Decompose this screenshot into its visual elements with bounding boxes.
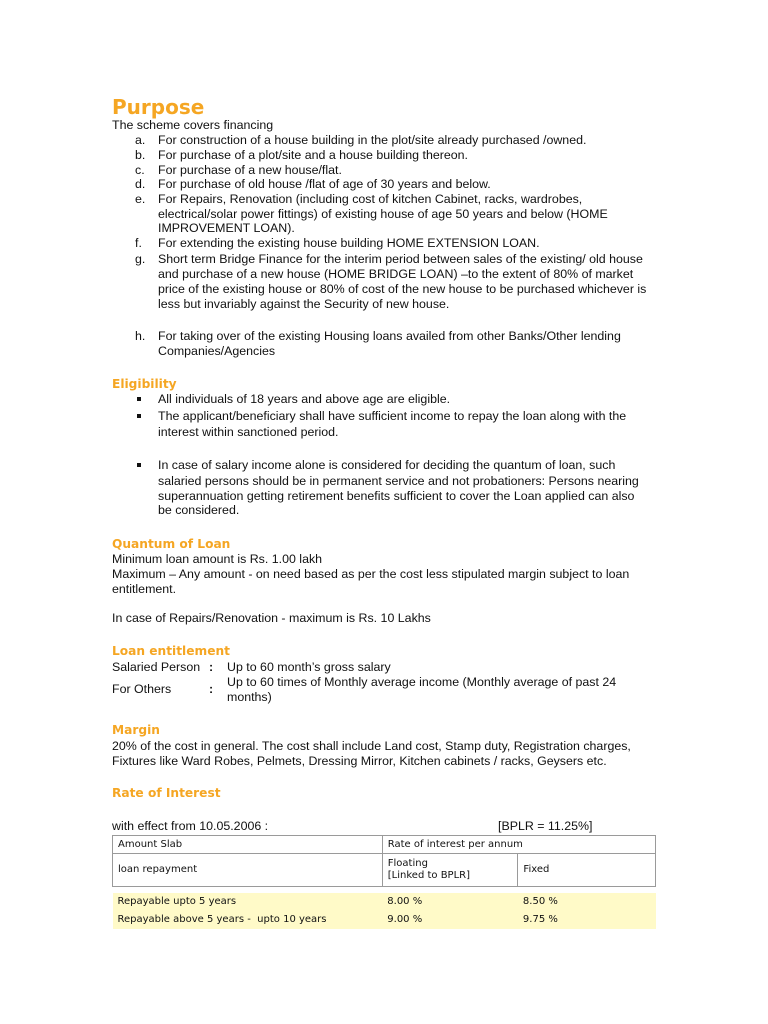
floating-label: Floating: [387, 858, 428, 869]
table-header-cell: Fixed: [518, 854, 656, 887]
list-item-text: superannuation getting retirement benefits sufficient to cover the Loan applied can also: [158, 489, 635, 503]
list-item-text: For Repairs, Renovation (including cost of kitchen Cabinet, racks, wardrobes,: [158, 192, 583, 206]
table-row: [113, 911, 656, 929]
list-item-text: and purchase of a new house (HOME BRIDGE LOAN) –to the extent of 80% of market: [158, 267, 634, 281]
list-item-text: Companies/Agencies: [158, 344, 276, 358]
entitlement-value: Up to 60 times of Monthly average income (Monthly average of past 24: [227, 675, 617, 689]
purpose-heading: Purpose: [112, 95, 205, 119]
list-item-text: be considered.: [158, 503, 240, 517]
list-marker: a.: [135, 133, 146, 147]
bullet-icon: [137, 414, 141, 418]
table-cell: 9.75 %: [518, 911, 656, 929]
list-marker: c.: [135, 163, 145, 177]
list-item-text: less but invariably against the Security of new house.: [158, 297, 450, 311]
list-marker: d.: [135, 177, 146, 191]
list-item-text: electrical/solar power fittings) of existing house of age 50 years and below (HOME: [158, 207, 608, 221]
entitlement-label: For Others: [112, 682, 172, 696]
purpose-intro: The scheme covers financing: [112, 118, 274, 132]
eligibility-heading: Eligibility: [112, 377, 177, 391]
bullet-icon: [137, 397, 141, 401]
list-item-text: interest within sanctioned period.: [158, 425, 339, 439]
list-item-text: For taking over of the existing Housing loans availed from other Banks/Other lending: [158, 329, 621, 343]
list-marker: h.: [135, 329, 146, 343]
quantum-repairs: In case of Repairs/Renovation - maximum is Rs. 10 Lakhs: [112, 611, 431, 625]
entitlement-label: Salaried Person: [112, 660, 201, 674]
table-cell: Repayable above 5 years - upto 10 years: [113, 911, 383, 929]
table-header-row: [113, 836, 656, 854]
table-header-cell: Amount Slab: [113, 836, 383, 854]
quantum-heading: Quantum of Loan: [112, 537, 231, 551]
margin-text: Fixtures like Ward Robes, Pelmets, Dressing Mirror, Kitchen cabinets / racks, Geysers etc.: [112, 754, 607, 768]
list-item-text: salaried persons should be in permanent service and not probationers: Persons nearing: [158, 474, 639, 488]
interest-rate-table: [112, 835, 656, 929]
table-cell: Repayable upto 5 years: [113, 893, 383, 911]
list-item-text: IMPROVEMENT LOAN).: [158, 221, 295, 235]
list-item-text: All individuals of 18 years and above age are eligible.: [158, 392, 451, 406]
list-item-text: In case of salary income alone is considered for deciding the quantum of loan, such: [158, 458, 616, 472]
margin-text: 20% of the cost in general. The cost shall include Land cost, Stamp duty, Registration charges,: [112, 739, 631, 753]
entitlement-separator: :: [209, 682, 214, 696]
list-item-text: For construction of a house building in the plot/site already purchased /owned.: [158, 133, 587, 147]
table-cell: 8.50 %: [518, 893, 656, 911]
table-header-cell: [382, 854, 518, 887]
list-item-text: For purchase of a new house/flat.: [158, 163, 342, 177]
list-marker: e.: [135, 192, 146, 206]
list-marker: g.: [135, 252, 146, 266]
table-cell: 8.00 %: [382, 893, 518, 911]
quantum-max: entitlement.: [112, 582, 177, 596]
list-item-text: price of the existing house or 80% of cost of the new house to be purchased whichever is: [158, 282, 647, 296]
table-row: [113, 893, 656, 911]
margin-heading: Margin: [112, 723, 160, 737]
floating-sublabel: [Linked to BPLR]: [387, 870, 471, 881]
rate-effect-date: with effect from 10.05.2006 :: [112, 819, 269, 833]
rate-bplr: [BPLR = 11.25%]: [498, 819, 593, 833]
table-header-cell: loan repayment: [113, 854, 383, 887]
rate-heading: Rate of Interest: [112, 786, 221, 800]
table-cell: 9.00 %: [382, 911, 518, 929]
bullet-icon: [137, 463, 141, 467]
table-header-row: [113, 854, 656, 887]
entitlement-heading: Loan entitlement: [112, 644, 230, 658]
entitlement-value: Up to 60 month’s gross salary: [227, 660, 391, 674]
list-item-text: The applicant/beneficiary shall have sufficient income to repay the loan along with the: [158, 409, 627, 423]
list-item-text: For purchase of old house /flat of age of 30 years and below.: [158, 177, 491, 191]
entitlement-value: months): [227, 690, 272, 704]
table-header-cell: Rate of interest per annum: [382, 836, 655, 854]
list-marker: b.: [135, 148, 146, 162]
entitlement-separator: :: [209, 660, 214, 674]
list-item-text: For extending the existing house building HOME EXTENSION LOAN.: [158, 236, 540, 250]
list-marker: f.: [135, 236, 142, 250]
quantum-max: Maximum – Any amount - on need based as per the cost less stipulated margin subject to loan: [112, 567, 630, 581]
list-item-text: For purchase of a plot/site and a house building thereon.: [158, 148, 468, 162]
quantum-min: Minimum loan amount is Rs. 1.00 lakh: [112, 552, 323, 566]
list-item-text: Short term Bridge Finance for the interim period between sales of the existing/ old house: [158, 252, 643, 266]
